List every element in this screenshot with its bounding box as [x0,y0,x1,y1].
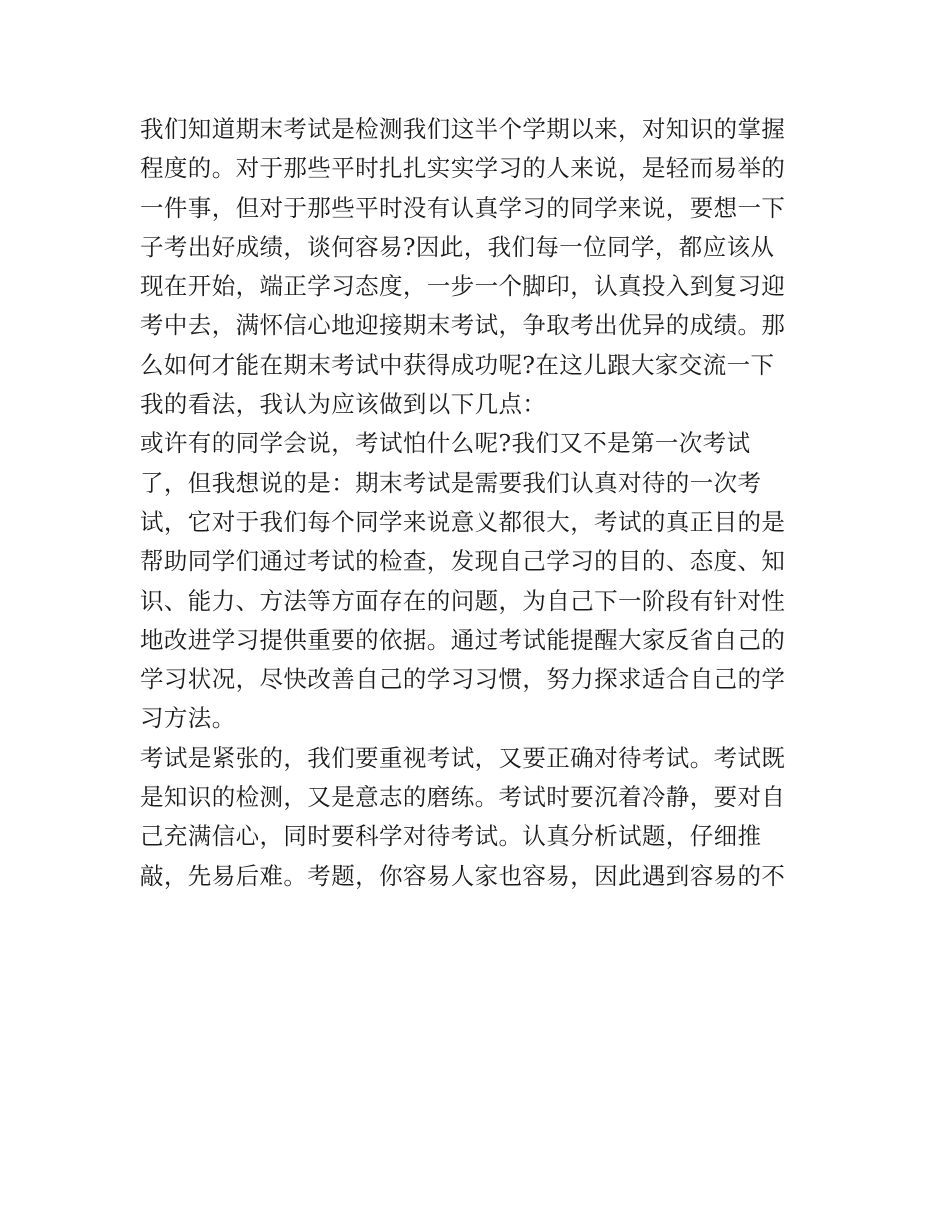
text-line: 学习状况，尽快改善自己的学习习惯，努力探求适合自己的学 [140,665,786,694]
text-line: 考中去，满怀信心地迎接期末考试，争取考出优异的成绩。那 [140,311,786,340]
text-line: 敲，先易后难。考题，你容易人家也容易，因此遇到容易的不 [140,861,786,890]
text-line: 么如何才能在期末考试中获得成功呢?在这儿跟大家交流一下 [140,350,775,379]
text-line: 习方法。 [140,704,236,733]
text-line: 帮助同学们通过考试的检查，发现自己学习的目的、态度、知 [140,547,786,576]
text-line: 或许有的同学会说，考试怕什么呢?我们又不是第一次考试 [140,429,751,458]
text-line: 程度的。对于那些平时扎扎实实学习的人来说，是轻而易举的 [140,154,786,183]
text-line: 己充满信心，同时要科学对待考试。认真分析试题，仔细推 [140,822,762,851]
text-line: 子考出好成绩，谈何容易?因此，我们每一位同学，都应该从 [140,232,775,261]
text-line: 我的看法，我认为应该做到以下几点： [140,390,547,419]
text-line: 我们知道期末考试是检测我们这半个学期以来，对知识的掌握 [140,115,786,143]
text-line: 考试是紧张的，我们要重视考试，又要正确对待考试。考试既 [140,743,786,772]
text-line: 现在开始，端正学习态度，一步一个脚印，认真投入到复习迎 [140,272,786,301]
text-line: 了，但我想说的是：期末考试是需要我们认真对待的一次考 [140,468,762,497]
text-line: 一件事，但对于那些平时没有认真学习的同学来说，要想一下 [140,193,786,222]
text-line: 是知识的检测，又是意志的磨练。考试时要沉着冷静，要对自 [140,783,786,812]
text-line: 识、能力、方法等方面存在的问题，为自己下一阶段有针对性 [140,586,786,615]
text-line: 试，它对于我们每个同学来说意义都很大，考试的真正目的是 [140,507,786,536]
text-line: 地改进学习提供重要的依据。通过考试能提醒大家反省自己的 [140,625,786,654]
body-text [140,110,820,896]
